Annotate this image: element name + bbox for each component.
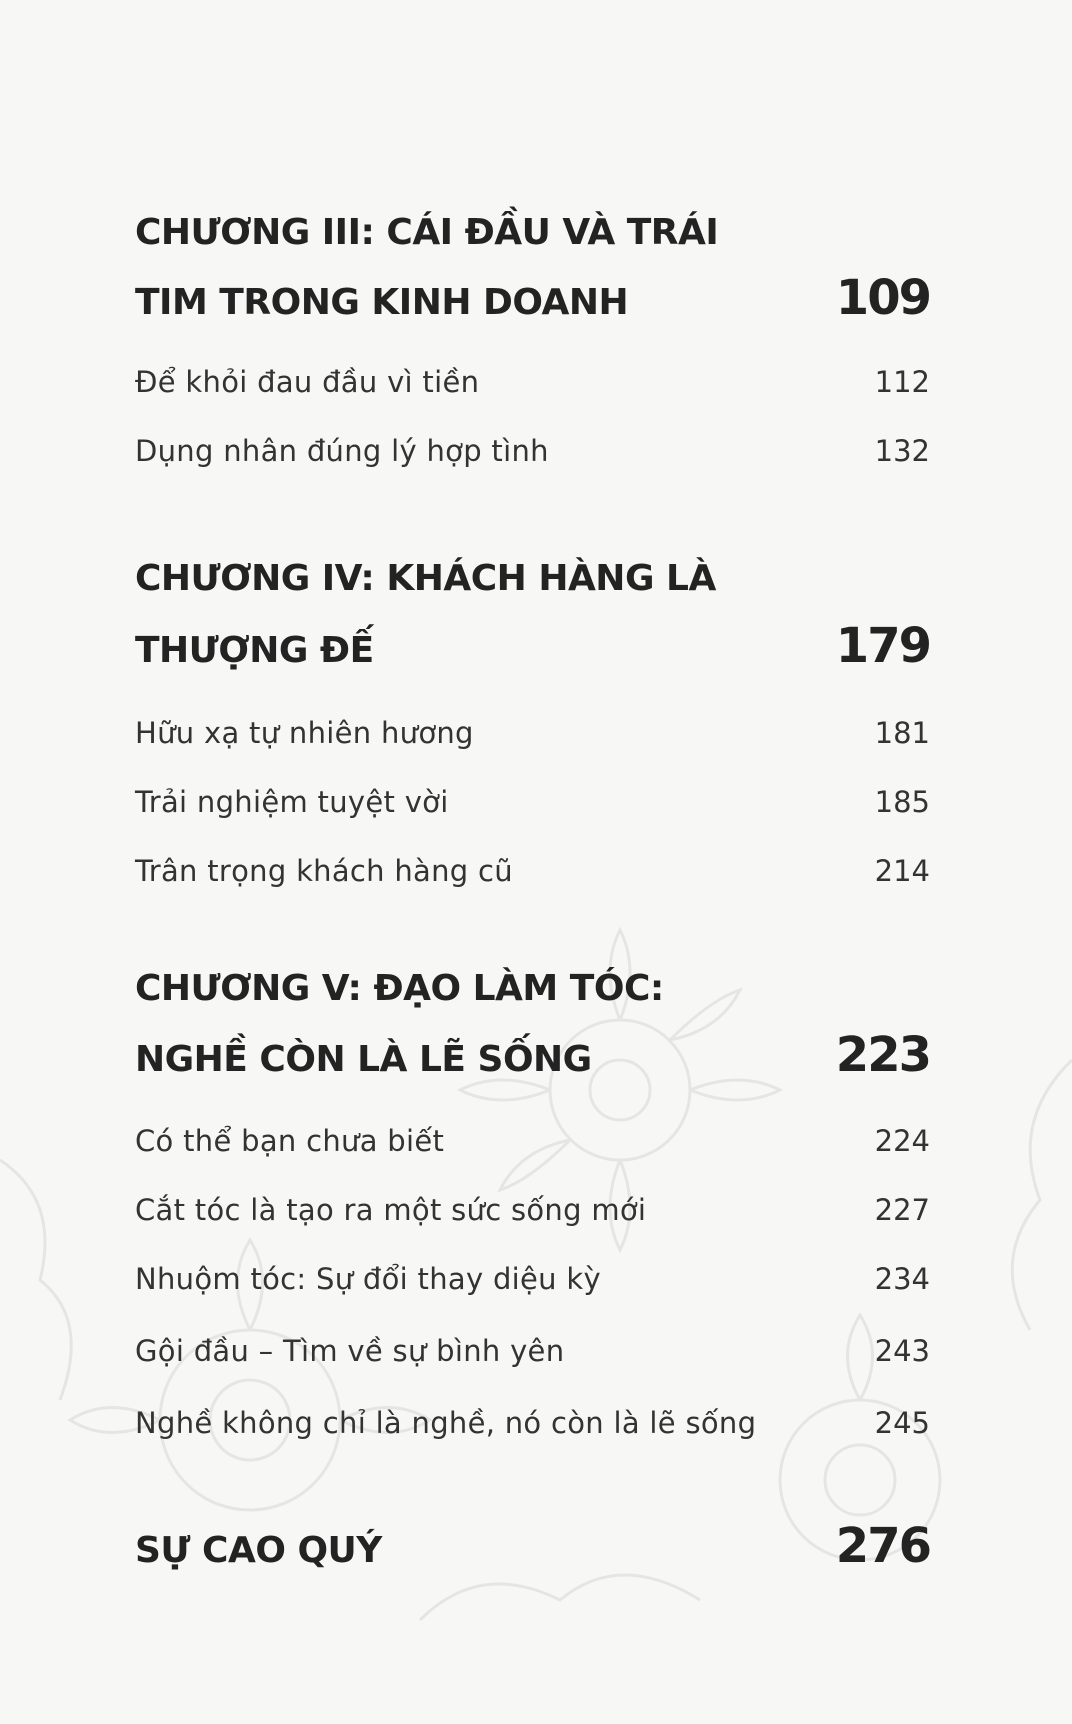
toc-entry bbox=[135, 1193, 930, 1227]
chapter-page-number: 276 bbox=[835, 1518, 930, 1574]
chapter-page-number: 109 bbox=[835, 270, 930, 326]
toc-entry-page: 227 bbox=[874, 1193, 930, 1227]
chapter-heading-line bbox=[135, 1518, 930, 1574]
toc-entry-title: Gội đầu – Tìm về sự bình yên bbox=[135, 1334, 565, 1368]
toc-entry bbox=[135, 434, 930, 468]
chapter-heading-line bbox=[135, 270, 930, 326]
toc-entry-page: 234 bbox=[874, 1262, 930, 1296]
toc-entry-title: Dụng nhân đúng lý hợp tình bbox=[135, 434, 549, 468]
chapter-page-number: 179 bbox=[835, 618, 930, 674]
chapter-heading-line bbox=[135, 618, 930, 674]
toc-entry-title: Có thể bạn chưa biết bbox=[135, 1124, 445, 1158]
chapter-title: TIM TRONG KINH DOANH bbox=[135, 282, 629, 323]
toc-entry-page: 132 bbox=[874, 434, 930, 468]
toc-entry-title: Trải nghiệm tuyệt vời bbox=[135, 785, 449, 819]
toc-entry-title: Hữu xạ tự nhiên hương bbox=[135, 716, 474, 750]
chapter-page-number: 223 bbox=[835, 1027, 930, 1083]
chapter-title: THƯỢNG ĐẾ bbox=[135, 630, 374, 671]
toc-entry bbox=[135, 716, 930, 750]
toc-entry bbox=[135, 365, 930, 399]
toc-entry-title: Cắt tóc là tạo ra một sức sống mới bbox=[135, 1193, 647, 1227]
toc-entry bbox=[135, 854, 930, 888]
toc-entry-page: 181 bbox=[874, 716, 930, 750]
toc-entry-title: Trân trọng khách hàng cũ bbox=[135, 854, 513, 888]
chapter-title: CHƯƠNG III: CÁI ĐẦU VÀ TRÁI bbox=[135, 212, 719, 253]
chapter-title: NGHỀ CÒN LÀ LẼ SỐNG bbox=[135, 1039, 592, 1080]
chapter-title: SỰ CAO QUÝ bbox=[135, 1530, 382, 1571]
toc-entry-title: Nghề không chỉ là nghề, nó còn là lẽ sống bbox=[135, 1406, 757, 1440]
toc-entry bbox=[135, 785, 930, 819]
chapter-heading-line bbox=[135, 558, 930, 599]
chapter-title: CHƯƠNG IV: KHÁCH HÀNG LÀ bbox=[135, 558, 716, 599]
toc-entry-page: 112 bbox=[874, 365, 930, 399]
toc-entry bbox=[135, 1262, 930, 1296]
toc-entry-page: 185 bbox=[874, 785, 930, 819]
chapter-title: CHƯƠNG V: ĐẠO LÀM TÓC: bbox=[135, 968, 664, 1009]
toc-entry-title: Để khỏi đau đầu vì tiền bbox=[135, 365, 480, 399]
toc-entry-page: 224 bbox=[874, 1124, 930, 1158]
chapter-heading-line bbox=[135, 968, 930, 1009]
chapter-heading-line bbox=[135, 1027, 930, 1083]
toc-entry bbox=[135, 1334, 930, 1368]
chapter-heading-line bbox=[135, 212, 930, 253]
toc-entry-page: 214 bbox=[874, 854, 930, 888]
toc-entry bbox=[135, 1124, 930, 1158]
toc-entry-title: Nhuộm tóc: Sự đổi thay diệu kỳ bbox=[135, 1262, 601, 1296]
toc-entry bbox=[135, 1406, 930, 1440]
toc-entry-page: 243 bbox=[874, 1334, 930, 1368]
toc-entry-page: 245 bbox=[874, 1406, 930, 1440]
